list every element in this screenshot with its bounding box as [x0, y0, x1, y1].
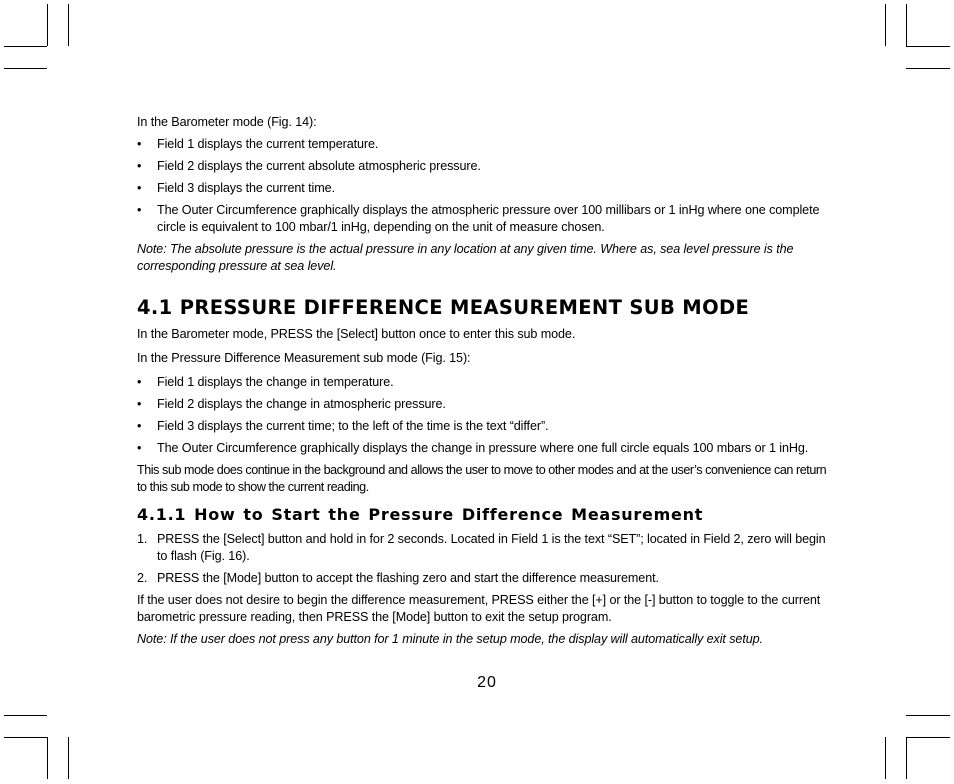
difference-field-list — [137, 374, 832, 457]
crop-mark — [906, 68, 950, 69]
crop-mark — [68, 4, 69, 46]
crop-mark — [885, 737, 886, 779]
list-item — [137, 180, 832, 197]
list-item — [137, 396, 832, 413]
bullet-marker: • — [137, 441, 142, 455]
bullet-marker: • — [137, 137, 142, 151]
step-number: 2. — [137, 571, 148, 585]
list-item — [137, 531, 832, 565]
list-item-text: Field 1 displays the change in temperature. — [157, 375, 394, 389]
crop-mark — [906, 715, 950, 716]
list-item-text: PRESS the [Mode] button to accept the flashing zero and start the difference measurement. — [157, 571, 659, 585]
section-paragraph: If the user does not desire to begin the difference measurement, PRESS either the [+] or the [-] button to toggle to the current barometric pressure reading, then PRESS the [Mode] button to exit the setup program. — [137, 593, 821, 624]
list-item — [137, 418, 832, 435]
bullet-marker: • — [137, 159, 142, 173]
step-number: 1. — [137, 532, 148, 546]
bullet-marker: • — [137, 375, 142, 389]
list-item — [137, 158, 832, 175]
list-item-text: Field 1 displays the current temperature. — [157, 137, 379, 151]
list-item-text: Field 3 displays the current time. — [157, 181, 335, 195]
crop-mark — [4, 68, 47, 69]
absolute-pressure-note: Note: The absolute pressure is the actual pressure in any location at any given time. Where as, sea level pressure is the corresponding pressure at sea level. — [137, 242, 794, 273]
barometer-field-list — [137, 136, 832, 236]
list-item — [137, 136, 832, 153]
crop-mark — [68, 737, 69, 779]
section-paragraph: This sub mode does continue in the background and allows the user to move to other modes and at the user’s convenience can return to this sub mode to show the current reading. — [137, 463, 827, 494]
list-item-text: PRESS the [Select] button and hold in for 2 seconds. Located in Field 1 is the text “SET”; located in Field 2, zero will begin to flash (Fig. 16). — [157, 532, 826, 563]
bullet-marker: • — [137, 181, 142, 195]
page-number: 20 — [477, 674, 497, 691]
crop-mark — [906, 46, 950, 47]
crop-mark — [4, 46, 47, 47]
crop-mark — [906, 737, 907, 779]
bullet-marker: • — [137, 397, 142, 411]
list-item-text: The Outer Circumference graphically displays the change in pressure where one full circle equals 100 mbars or 1 inHg. — [157, 441, 809, 455]
section-paragraph: In the Pressure Difference Measurement sub mode (Fig. 15): — [137, 351, 471, 365]
setup-timeout-note: Note: If the user does not press any button for 1 minute in the setup mode, the display will automatically exit setup. — [137, 632, 763, 646]
page-content — [137, 114, 832, 648]
crop-mark — [906, 737, 950, 738]
crop-mark — [885, 4, 886, 46]
list-item-text: Field 2 displays the change in atmospheric pressure. — [157, 397, 446, 411]
subsection-heading: 4.1.1 How to Start the Pressure Difference Measurement — [137, 505, 704, 524]
list-item-text: Field 3 displays the current time; to the left of the time is the text “differ”. — [157, 419, 549, 433]
section-heading: 4.1 PRESSURE DIFFERENCE MEASUREMENT SUB MODE — [137, 296, 750, 319]
list-item-text: The Outer Circumference graphically displays the atmospheric pressure over 100 millibars or 1 inHg where one complete circle is equivalent to 100 mbar/1 inHg, depending on the unit of measure chosen. — [157, 203, 820, 234]
list-item — [137, 202, 832, 236]
intro-paragraph: In the Barometer mode (Fig. 14): — [137, 115, 317, 129]
section-paragraph: In the Barometer mode, PRESS the [Select] button once to enter this sub mode. — [137, 327, 576, 341]
crop-mark — [47, 737, 48, 779]
bullet-marker: • — [137, 419, 142, 433]
list-item — [137, 440, 832, 457]
crop-mark — [4, 715, 47, 716]
crop-mark — [47, 4, 48, 46]
list-item — [137, 570, 832, 587]
list-item-text: Field 2 displays the current absolute atmospheric pressure. — [157, 159, 481, 173]
steps-list — [137, 531, 832, 587]
bullet-marker: • — [137, 203, 142, 217]
crop-mark — [4, 737, 47, 738]
crop-mark — [906, 4, 907, 46]
list-item — [137, 374, 832, 391]
